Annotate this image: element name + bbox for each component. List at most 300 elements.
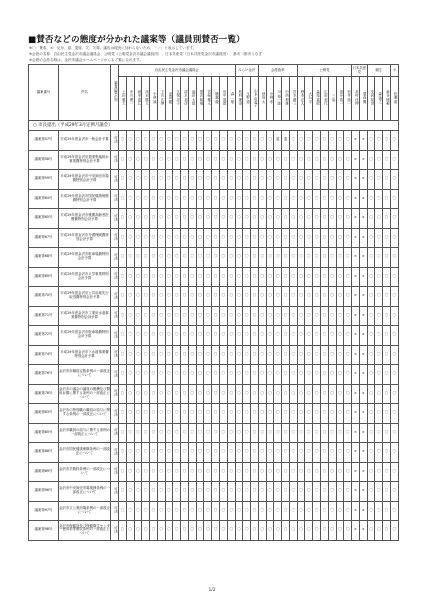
vote-cell: 〇 xyxy=(274,462,282,482)
vote-cell: 〇 xyxy=(165,150,173,170)
vote-cell: 〇 xyxy=(297,189,305,209)
vote-cell: 〇 xyxy=(181,189,189,209)
vote-cell: 〇 xyxy=(142,345,150,365)
vote-cell: 〇 xyxy=(134,423,142,443)
vote-cell: 〇 xyxy=(258,267,266,287)
vote-cell: 〇 xyxy=(321,131,329,151)
vote-cell: 〇 xyxy=(196,287,204,307)
vote-cell: 〇 xyxy=(212,501,220,521)
vote-cell: 〇 xyxy=(204,443,212,463)
vote-cell: 〇 xyxy=(258,326,266,346)
item-name-cell: 平成29年度金沢市後期高齢者医療費特別会計予算 xyxy=(59,209,111,229)
member-header: 宮崎 雅人 xyxy=(204,77,212,121)
vote-cell: 〇 xyxy=(243,170,251,190)
vote-cell: 〇 xyxy=(181,423,189,443)
vote-cell: 〇 xyxy=(289,228,297,248)
vote-cell: 〇 xyxy=(251,306,259,326)
vote-cell: 〇 xyxy=(344,443,352,463)
vote-cell: 〇 xyxy=(235,267,243,287)
vote-cell: 〇 xyxy=(297,228,305,248)
vote-cell: 〇 xyxy=(266,384,274,404)
member-header: 黒沢 和規 xyxy=(196,77,204,121)
vote-cell: 〇 xyxy=(258,345,266,365)
vote-cell: 〇 xyxy=(243,443,251,463)
vote-cell: 〇 xyxy=(336,131,344,151)
vote-cell: 〇 xyxy=(204,248,212,268)
vote-cell: 〇 xyxy=(274,365,282,385)
vote-cell: 〇 xyxy=(157,384,165,404)
vote-cell: × xyxy=(352,365,360,385)
vote-cell: 〇 xyxy=(165,404,173,424)
vote-cell: 〇 xyxy=(282,287,290,307)
vote-cell: 〇 xyxy=(266,150,274,170)
vote-cell: 〇 xyxy=(204,345,212,365)
vote-cell: 〇 xyxy=(119,287,127,307)
vote-cell: 〇 xyxy=(375,150,383,170)
vote-cell: 〇 xyxy=(227,131,235,151)
vote-cell: 〇 xyxy=(219,326,227,346)
result-cell: 可決 xyxy=(111,521,119,541)
member-header: 清水 邦彦 xyxy=(181,77,189,121)
item-name-cell: 金沢市立公衆浴場条例の一部改正について xyxy=(59,501,111,521)
vote-cell: 〇 xyxy=(181,170,189,190)
vote-cell: × xyxy=(352,345,360,365)
vote-cell: 〇 xyxy=(367,209,375,229)
vote-cell: 〇 xyxy=(157,287,165,307)
vote-cell: 〇 xyxy=(219,423,227,443)
vote-cell: 〇 xyxy=(336,189,344,209)
vote-cell: 〇 xyxy=(227,365,235,385)
vote-cell: 〇 xyxy=(134,404,142,424)
member-header: 麦田 徹 xyxy=(165,77,173,121)
vote-cell: 〇 xyxy=(390,365,398,385)
vote-cell: 〇 xyxy=(367,443,375,463)
vote-cell: 〇 xyxy=(390,501,398,521)
vote-cell: 〇 xyxy=(282,482,290,502)
vote-cell: 〇 xyxy=(188,326,196,346)
vote-cell: 〇 xyxy=(282,365,290,385)
page-number: 1/2 xyxy=(208,588,216,593)
vote-cell: 〇 xyxy=(150,306,158,326)
vote-cell: 〇 xyxy=(305,306,313,326)
result-cell: 可決 xyxy=(111,131,119,151)
vote-cell: 〇 xyxy=(282,501,290,521)
member-header: 松瀬 昭 xyxy=(390,77,398,121)
vote-cell: 〇 xyxy=(196,404,204,424)
vote-cell: 〇 xyxy=(119,404,127,424)
vote-cell: 〇 xyxy=(289,131,297,151)
vote-cell: 〇 xyxy=(375,170,383,190)
vote-cell: × xyxy=(352,501,360,521)
vote-cell: 〇 xyxy=(251,462,259,482)
vote-cell: 〇 xyxy=(126,404,134,424)
vote-cell: 〇 xyxy=(282,326,290,346)
vote-cell: 〇 xyxy=(289,326,297,346)
table-row xyxy=(29,209,399,229)
vote-cell: 〇 xyxy=(219,443,227,463)
vote-cell: 〇 xyxy=(235,404,243,424)
vote-cell: 〇 xyxy=(165,131,173,151)
vote-cell: 〇 xyxy=(204,131,212,151)
vote-cell: 〇 xyxy=(367,365,375,385)
vote-cell: 〇 xyxy=(235,443,243,463)
vote-cell: 〇 xyxy=(289,287,297,307)
vote-cell: 〇 xyxy=(282,248,290,268)
vote-cell: 〇 xyxy=(165,521,173,541)
vote-cell: 〇 xyxy=(227,423,235,443)
vote-cell: 〇 xyxy=(150,150,158,170)
vote-cell: 〇 xyxy=(181,228,189,248)
vote-cell: 〇 xyxy=(134,384,142,404)
vote-cell: 〇 xyxy=(266,287,274,307)
member-header: 中西 利雄 xyxy=(282,77,290,121)
vote-cell: 〇 xyxy=(219,462,227,482)
vote-cell: 〇 xyxy=(165,365,173,385)
item-name-cell: 金沢市の議会の議員の報酬及び費用弁償に関する条例の一部改正について xyxy=(59,384,111,404)
vote-cell: 〇 xyxy=(383,248,391,268)
vote-cell: 〇 xyxy=(142,248,150,268)
vote-cell: 〇 xyxy=(243,501,251,521)
vote-cell: 〇 xyxy=(328,209,336,229)
vote-cell: × xyxy=(359,267,367,287)
vote-cell: 〇 xyxy=(305,228,313,248)
member-header: 宮本 慶三 xyxy=(289,77,297,121)
vote-cell: 〇 xyxy=(313,209,321,229)
vote-cell: 〇 xyxy=(297,482,305,502)
vote-cell: 〇 xyxy=(321,384,329,404)
vote-cell: 〇 xyxy=(196,131,204,151)
vote-cell: 〇 xyxy=(227,443,235,463)
vote-cell: 〇 xyxy=(204,287,212,307)
vote-cell: 〇 xyxy=(212,365,220,385)
member-header: 山本 由起子 xyxy=(251,77,259,121)
vote-cell: 〇 xyxy=(367,404,375,424)
vote-cell: 〇 xyxy=(204,228,212,248)
vote-cell: 〇 xyxy=(390,189,398,209)
vote-cell: 〇 xyxy=(157,326,165,346)
vote-cell: 〇 xyxy=(173,170,181,190)
vote-cell: 〇 xyxy=(289,404,297,424)
member-header: 粟森 慨 xyxy=(359,77,367,121)
vote-cell: 〇 xyxy=(165,287,173,307)
vote-cell: 〇 xyxy=(383,306,391,326)
vote-cell: 〇 xyxy=(173,501,181,521)
vote-cell: 〇 xyxy=(289,384,297,404)
vote-cell: 〇 xyxy=(328,228,336,248)
vote-cell: × xyxy=(352,170,360,190)
vote-cell: 〇 xyxy=(212,248,220,268)
vote-cell: 〇 xyxy=(196,248,204,268)
vote-cell: 〇 xyxy=(173,306,181,326)
vote-cell: × xyxy=(359,131,367,151)
vote-cell: 〇 xyxy=(212,209,220,229)
vote-cell: 〇 xyxy=(196,443,204,463)
vote-cell: 〇 xyxy=(266,501,274,521)
vote-cell: 〇 xyxy=(289,306,297,326)
vote-cell: 〇 xyxy=(328,423,336,443)
vote-cell: 〇 xyxy=(181,521,189,541)
vote-cell: 〇 xyxy=(367,482,375,502)
vote-cell: 〇 xyxy=(188,462,196,482)
vote-cell: 〇 xyxy=(266,404,274,424)
vote-cell: 〇 xyxy=(297,267,305,287)
vote-cell: 〇 xyxy=(126,443,134,463)
vote-cell: 〇 xyxy=(383,365,391,385)
vote-cell: 〇 xyxy=(375,521,383,541)
vote-cell: 〇 xyxy=(313,287,321,307)
bill-number-cell: 議案第74号 xyxy=(29,345,59,365)
vote-cell: 〇 xyxy=(282,404,290,424)
table-row xyxy=(29,443,399,463)
member-header: 小林 誠 xyxy=(150,77,158,121)
vote-cell: 〇 xyxy=(119,365,127,385)
bill-number-cell: 議案第65号 xyxy=(29,209,59,229)
vote-cell: 〇 xyxy=(134,228,142,248)
vote-cell: 〇 xyxy=(274,170,282,190)
vote-cell: 退 xyxy=(282,131,290,151)
vote-cell: 〇 xyxy=(134,170,142,190)
vote-cell: 〇 xyxy=(188,287,196,307)
vote-cell: 〇 xyxy=(274,209,282,229)
vote-cell: 〇 xyxy=(336,404,344,424)
vote-cell: 〇 xyxy=(157,248,165,268)
vote-cell: × xyxy=(352,228,360,248)
vote-cell: 〇 xyxy=(235,150,243,170)
result-cell: 可決 xyxy=(111,248,119,268)
vote-cell: 〇 xyxy=(150,189,158,209)
vote-cell: 〇 xyxy=(204,404,212,424)
vote-cell: 〇 xyxy=(119,306,127,326)
vote-cell: 〇 xyxy=(181,404,189,424)
vote-cell: 〇 xyxy=(126,267,134,287)
vote-cell: 〇 xyxy=(367,287,375,307)
vote-cell: 〇 xyxy=(134,189,142,209)
vote-cell: 〇 xyxy=(390,170,398,190)
vote-cell: 〇 xyxy=(321,306,329,326)
vote-cell: 〇 xyxy=(196,326,204,346)
vote-cell: 〇 xyxy=(196,521,204,541)
vote-cell: 〇 xyxy=(173,150,181,170)
vote-cell: 〇 xyxy=(134,131,142,151)
vote-cell: 〇 xyxy=(212,384,220,404)
vote-cell: 〇 xyxy=(204,189,212,209)
vote-cell: × xyxy=(359,248,367,268)
vote-cell: 〇 xyxy=(328,306,336,326)
vote-cell: 〇 xyxy=(119,228,127,248)
vote-cell: 〇 xyxy=(134,306,142,326)
vote-cell: 〇 xyxy=(181,287,189,307)
vote-cell: 〇 xyxy=(126,365,134,385)
vote-cell: × xyxy=(352,189,360,209)
table-row xyxy=(29,170,399,190)
vote-cell: 〇 xyxy=(251,248,259,268)
vote-cell: × xyxy=(352,287,360,307)
vote-cell: 〇 xyxy=(383,189,391,209)
vote-cell: 〇 xyxy=(150,482,158,502)
item-name-cell: 金沢市市職員定数条例の一部改正について xyxy=(59,365,111,385)
vote-cell: 〇 xyxy=(157,501,165,521)
vote-cell: 〇 xyxy=(305,501,313,521)
vote-cell: 〇 xyxy=(196,228,204,248)
vote-cell: 〇 xyxy=(344,267,352,287)
item-name-cell: 金沢市中央卸売市場業務条例の一部改正について xyxy=(59,482,111,502)
vote-cell: 〇 xyxy=(134,287,142,307)
vote-cell: 〇 xyxy=(142,209,150,229)
vote-cell: 〇 xyxy=(219,384,227,404)
vote-cell: 〇 xyxy=(196,423,204,443)
vote-cell: 〇 xyxy=(313,248,321,268)
vote-cell: 〇 xyxy=(344,306,352,326)
vote-cell: 〇 xyxy=(344,209,352,229)
table-row xyxy=(29,501,399,521)
vote-cell: 〇 xyxy=(266,326,274,346)
vote-cell: 〇 xyxy=(235,170,243,190)
table-row xyxy=(29,365,399,385)
vote-cell: 〇 xyxy=(204,482,212,502)
vote-cell: 〇 xyxy=(321,267,329,287)
vote-cell: 〇 xyxy=(266,345,274,365)
vote-cell: 〇 xyxy=(258,501,266,521)
vote-cell: × xyxy=(359,306,367,326)
vote-cell: × xyxy=(359,189,367,209)
vote-cell: 〇 xyxy=(383,345,391,365)
table-row xyxy=(29,404,399,424)
vote-cell: 〇 xyxy=(126,248,134,268)
vote-cell: 〇 xyxy=(157,189,165,209)
vote-cell: 〇 xyxy=(367,423,375,443)
vote-cell: × xyxy=(352,131,360,151)
table-row xyxy=(29,326,399,346)
vote-cell: 〇 xyxy=(321,209,329,229)
vote-cell: 〇 xyxy=(219,404,227,424)
vote-cell: 〇 xyxy=(251,150,259,170)
vote-cell: 〇 xyxy=(336,209,344,229)
vote-cell: 〇 xyxy=(165,306,173,326)
vote-cell: 〇 xyxy=(165,345,173,365)
vote-cell: 〇 xyxy=(235,306,243,326)
vote-cell: 〇 xyxy=(313,170,321,190)
vote-cell: 〇 xyxy=(204,384,212,404)
vote-cell: 〇 xyxy=(266,482,274,502)
vote-cell: 〇 xyxy=(173,287,181,307)
vote-cell: 〇 xyxy=(297,287,305,307)
vote-cell: 〇 xyxy=(344,189,352,209)
vote-cell: 〇 xyxy=(188,267,196,287)
vote-cell: 〇 xyxy=(282,345,290,365)
vote-cell: 〇 xyxy=(390,287,398,307)
vote-cell: 〇 xyxy=(367,170,375,190)
vote-cell: 〇 xyxy=(251,326,259,346)
vote-cell: 〇 xyxy=(188,209,196,229)
vote-cell: 〇 xyxy=(219,365,227,385)
vote-cell: 〇 xyxy=(150,287,158,307)
vote-cell: 〇 xyxy=(119,150,127,170)
vote-cell: 〇 xyxy=(165,423,173,443)
vote-cell: 〇 xyxy=(142,423,150,443)
vote-cell: 〇 xyxy=(243,209,251,229)
vote-cell: 〇 xyxy=(266,131,274,151)
vote-cell: × xyxy=(359,326,367,346)
vote-cell: 〇 xyxy=(266,170,274,190)
vote-cell: × xyxy=(352,423,360,443)
vote-cell: 〇 xyxy=(336,384,344,404)
vote-cell: 〇 xyxy=(258,228,266,248)
vote-cell: 〇 xyxy=(344,228,352,248)
member-header: 坂本 泰広 xyxy=(134,77,142,121)
vote-cell: 〇 xyxy=(227,462,235,482)
item-name-cell: 平成29年度金沢市公共用地先行取得費特別会計予算 xyxy=(59,287,111,307)
vote-cell: 〇 xyxy=(157,209,165,229)
vote-cell: 〇 xyxy=(196,482,204,502)
vote-cell: 〇 xyxy=(165,443,173,463)
faction-header: ボ xyxy=(390,65,398,77)
vote-cell: 〇 xyxy=(266,306,274,326)
vote-cell: 〇 xyxy=(313,365,321,385)
member-header: 中川 俊一 xyxy=(126,77,134,121)
vote-cell: 〇 xyxy=(297,501,305,521)
item-name-cell: 平成29年度金沢市下水道事業費特別会計予算 xyxy=(59,345,111,365)
vote-cell: 〇 xyxy=(328,326,336,346)
vote-cell: 〇 xyxy=(321,521,329,541)
vote-cell: 〇 xyxy=(390,443,398,463)
member-header: 森 一敏 xyxy=(227,77,235,121)
vote-cell: 〇 xyxy=(282,423,290,443)
vote-cell: × xyxy=(359,209,367,229)
vote-cell: 〇 xyxy=(321,482,329,502)
vote-cell: 〇 xyxy=(134,209,142,229)
vote-cell: 〇 xyxy=(297,365,305,385)
vote-cell: 〇 xyxy=(235,462,243,482)
result-cell: 可決 xyxy=(111,462,119,482)
vote-cell: 〇 xyxy=(212,306,220,326)
item-name-cell: 平成29年度金沢市国民健康保険費特別会計予算 xyxy=(59,189,111,209)
vote-cell: 〇 xyxy=(375,345,383,365)
vote-cell: 〇 xyxy=(227,170,235,190)
vote-cell: 〇 xyxy=(119,131,127,151)
page-title: ■賛否などの態度が分かれた議案等（議員別賛否一覧） xyxy=(28,35,245,45)
vote-cell: 〇 xyxy=(258,170,266,190)
vote-cell: 〇 xyxy=(258,423,266,443)
vote-cell: 〇 xyxy=(336,170,344,190)
member-header: 秋島 太 xyxy=(258,77,266,121)
vote-cell: 〇 xyxy=(328,170,336,190)
vote-cell: 〇 xyxy=(196,345,204,365)
vote-cell: 〇 xyxy=(235,521,243,541)
vote-cell: 〇 xyxy=(243,267,251,287)
member-header: 小林 孝 xyxy=(266,77,274,121)
vote-cell: 〇 xyxy=(258,189,266,209)
section-label: ○ 市長提出（平成29年3月定例月議会） xyxy=(29,121,399,131)
vote-cell: 〇 xyxy=(212,462,220,482)
vote-cell: 〇 xyxy=(196,462,204,482)
vote-cell: 〇 xyxy=(367,131,375,151)
vote-cell: 〇 xyxy=(367,384,375,404)
vote-cell: 〇 xyxy=(243,384,251,404)
vote-cell: 〇 xyxy=(375,267,383,287)
vote-cell: 〇 xyxy=(375,209,383,229)
vote-cell: 〇 xyxy=(196,189,204,209)
vote-cell: 〇 xyxy=(196,170,204,190)
vote-cell: 〇 xyxy=(173,209,181,229)
vote-cell: 〇 xyxy=(258,482,266,502)
vote-cell: 〇 xyxy=(157,423,165,443)
vote-cell: 〇 xyxy=(258,209,266,229)
vote-cell: 〇 xyxy=(390,462,398,482)
bill-number-cell: 議案第72号 xyxy=(29,326,59,346)
vote-cell: 〇 xyxy=(289,189,297,209)
bill-number-cell: 議案第69号 xyxy=(29,267,59,287)
vote-cell: 〇 xyxy=(134,326,142,346)
